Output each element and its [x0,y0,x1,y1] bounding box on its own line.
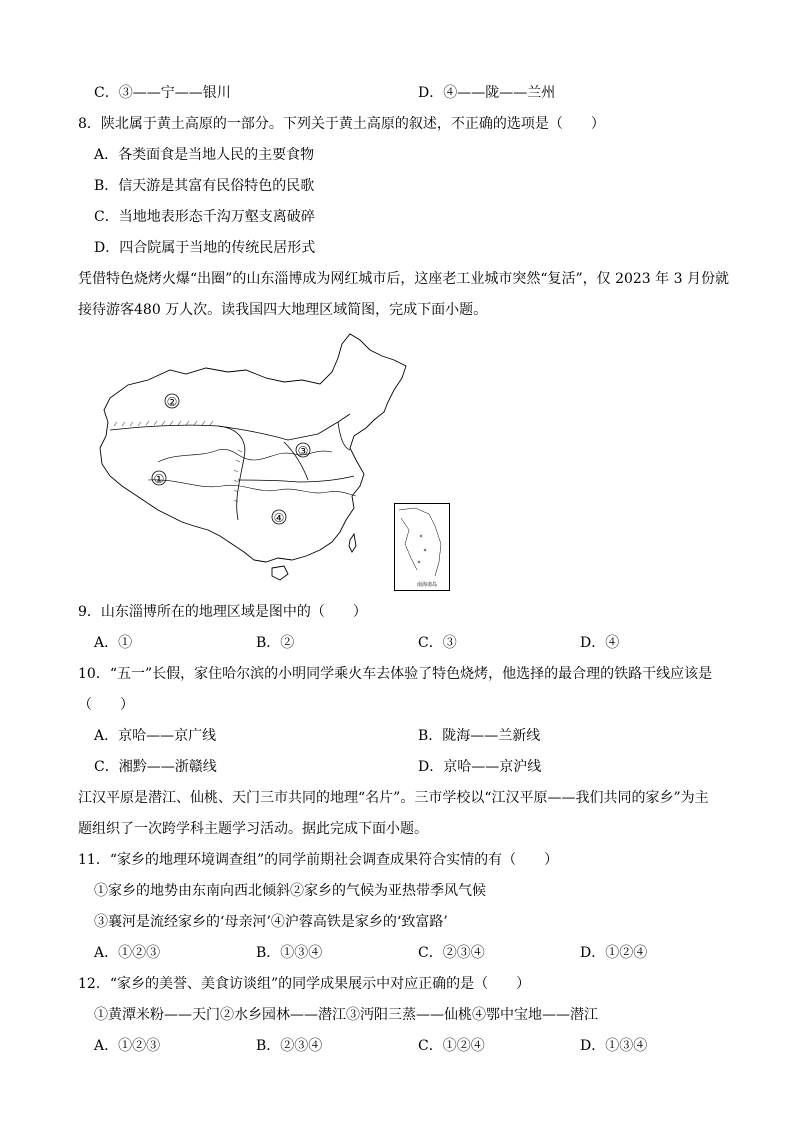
q9-stem: 9．山东淄博所在的地理区域是图中的（ ） [78,604,367,620]
q8-option-b: B．信天游是其富有民俗特色的民歌 [94,178,315,194]
q12-statement-1: ①黄潭米粉——天门②水乡园林——潜江③沔阳三蒸——仙桃④鄂中宝地——潜江 [94,1007,598,1023]
q10-paren: （ ） [78,697,134,713]
q11-stem: 11．“家乡的地理环境调查组”的同学前期社会调查成果符合实情的有（ ） [78,852,559,868]
region-1-label: ① [153,472,165,486]
q7-option-d: D．④——陇——兰州 [418,85,556,101]
region3-east [338,422,350,450]
q11-statement-1: ①家乡的地势由东南向西北倾斜②家乡的气候为亚热带季风气候 [94,883,486,899]
q11-option-b: B．①③④ [256,945,323,961]
q12-option-c: C．①②④ [418,1038,485,1054]
q12-option-a: A．①②③ [94,1038,161,1054]
passage2-line2: 题组织了一次跨学科主题学习活动。据此完成下面小题。 [78,821,428,837]
q8-option-a: A．各类面食是当地人民的主要食物 [94,147,315,163]
q9-option-b: B．② [256,635,295,651]
yangtze-river [148,480,356,496]
south-china-sea-inset [394,503,450,591]
taiwan-outline [349,534,356,552]
q10-option-c: C．湘黔——浙赣线 [94,759,217,775]
q11-option-a: A．①②③ [94,945,161,961]
q9-option-d: D．④ [580,635,620,651]
q8-option-c: C．当地地表形态千沟万壑支离破碎 [94,209,315,225]
china-border [100,334,406,562]
region-2-label: ② [166,395,178,409]
q9-option-a: A．① [94,635,133,651]
northwest-boundary [110,425,245,520]
q8-stem: 8．陕北属于黄土高原的一部分。下列关于黄土高原的叙述，不正确的选项是（ ） [78,116,605,132]
q8-option-d: D．四合院属于当地的传统民居形式 [94,240,316,256]
q11-option-d: D．①②④ [580,945,648,961]
q11-statement-2: ③襄河是流经家乡的‘母亲河’④沪蓉高铁是家乡的‘致富路’ [94,914,448,930]
region-4-label: ④ [273,511,285,525]
hainan-outline [272,566,288,580]
passage1-line2: 接待游客480 万人次。读我国四大地理区域简图，完成下面小题。 [78,302,488,318]
qinghai-tibet-boundary [238,476,354,482]
q10-option-b: B．陇海——兰新线 [418,728,541,744]
q11-option-c: C．②③④ [418,945,485,961]
q12-option-d: D．①③④ [580,1038,648,1054]
q10-option-a: A．京哈——京广线 [94,728,217,744]
q10-option-d: D．京哈——京沪线 [418,759,542,775]
q10-stem: 10．“五一”长假，家住哈尔滨的小明同学乘火车去体验了特色烧烤，他选择的最合理的铁路干线应该是 [78,666,713,682]
passage1-line1: 凭借特色烧烤火爆“出圈”的山东淄博成为网红城市后，这座老工业城市突然“复活”，仅 2023 年 3 月份就 [78,271,729,287]
q12-option-b: B．②③④ [256,1038,323,1054]
region-3-label: ③ [297,444,309,458]
passage2-line1: 江汉平原是潜江、仙桃、天门三市共同的地理“名片”。三市学校以“江汉平原——我们共同的家乡”为主 [78,790,709,806]
inset-label: 南海诸岛 [417,582,438,588]
q12-stem: 12．“家乡的美誉、美食访谈组”的同学成果展示中对应正确的是（ ） [78,976,531,992]
q9-option-c: C．③ [418,635,457,651]
northern-boundary [218,414,350,440]
inset-map [395,504,449,590]
q7-option-c: C．③——宁——银川 [94,85,231,101]
